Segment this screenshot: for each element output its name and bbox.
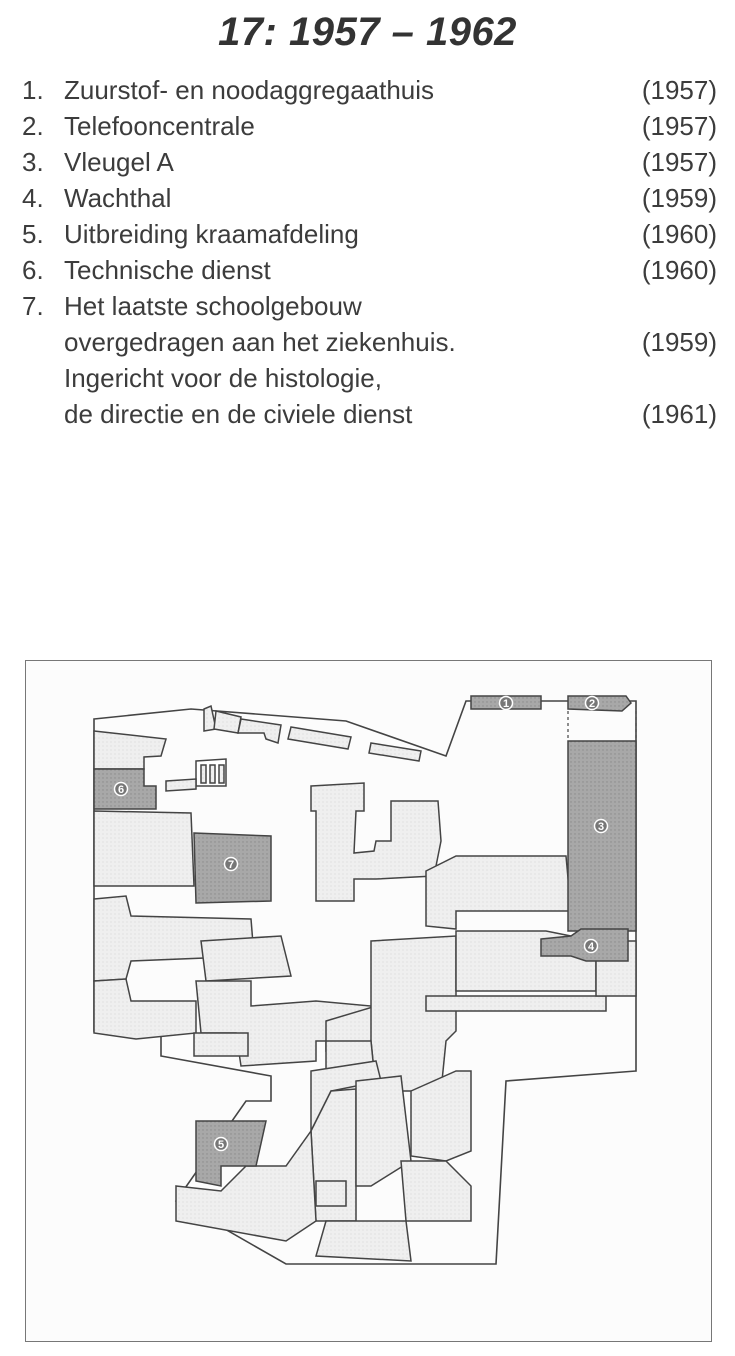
legend-number: 2. [22,111,44,141]
legend-text: Vleugel A [64,147,174,177]
legend-item [22,72,717,108]
legend-text: Ingericht voor de histologie, [64,363,382,393]
legend-text: Technische dienst [64,255,271,285]
page-title: 17: 1957 – 1962 [218,10,517,54]
legend-number: 5. [22,219,44,249]
legend-item [22,180,717,216]
svg-text:1: 1 [502,698,510,710]
svg-text:4: 4 [587,941,595,953]
marker-4 [585,940,598,954]
marker-2 [586,697,599,711]
legend-year: (1959) [641,327,717,357]
legend-text: overgedragen aan het ziekenhuis. [64,327,456,357]
svg-text:2: 2 [588,698,596,710]
legend-year: (1960) [641,219,717,249]
legend-item [22,288,717,324]
marker-3 [595,820,608,834]
marker-5 [215,1138,228,1152]
legend-item [22,216,717,252]
legend-year: (1959) [641,183,717,213]
existing-buildings [94,706,636,1261]
legend-item [22,108,717,144]
legend-continuation [64,324,717,360]
svg-text:5: 5 [217,1139,225,1151]
legend-year: (1961) [641,399,717,429]
marker-6 [115,783,128,797]
svg-text:6: 6 [117,784,125,796]
legend-year: (1960) [641,255,717,285]
svg-text:3: 3 [597,821,605,833]
legend-year: (1957) [641,147,717,177]
legend-year: (1957) [641,111,717,141]
legend-item [22,252,717,288]
legend-continuation [64,360,717,396]
site-map [25,660,712,1342]
legend-number: 4. [22,183,44,213]
svg-text:7: 7 [227,859,235,871]
legend-number: 6. [22,255,44,285]
legend-year: (1957) [641,75,717,105]
legend-item [22,144,717,180]
building-2 [568,696,631,711]
legend-number: 3. [22,147,44,177]
legend-text: Uitbreiding kraamafdeling [64,219,359,249]
legend-number: 1. [22,75,44,105]
legend-text: Het laatste schoolgebouw [64,291,362,321]
dashed-boundary [568,711,636,741]
marker-7 [225,858,238,872]
legend-text: Zuurstof- en noodaggregaathuis [64,75,435,105]
legend-text: Wachthal [64,183,172,213]
legend [22,72,717,432]
building-3 [568,741,636,931]
legend-number: 7. [22,291,44,321]
legend-text: de directie en de civiele dienst [64,399,413,429]
site-plan [26,661,711,1341]
marker-1 [500,697,513,711]
legend-continuation [64,396,717,432]
legend-text: Telefooncentrale [64,111,255,141]
